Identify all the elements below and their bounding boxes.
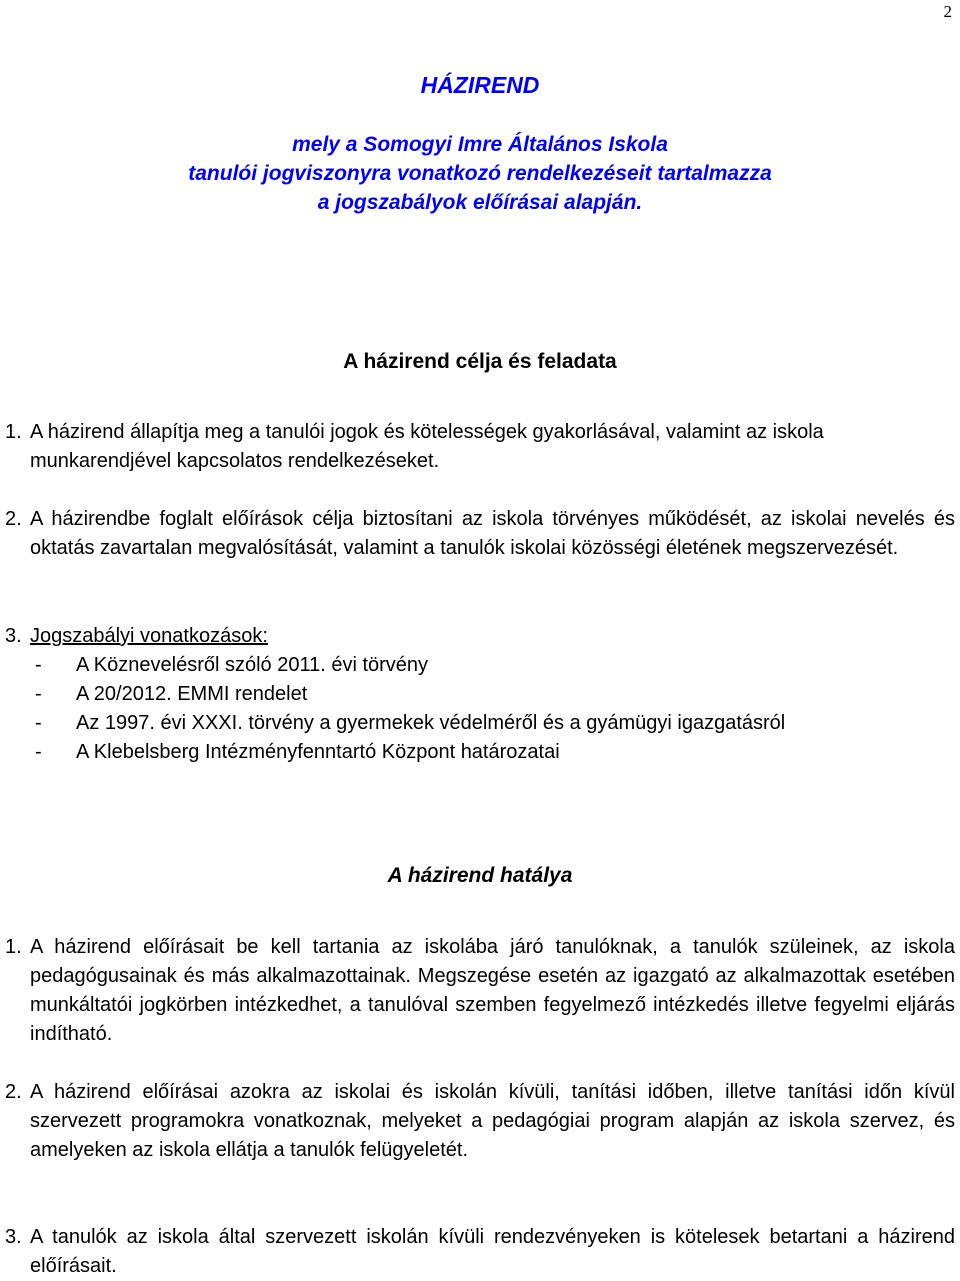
list-dash: -: [35, 654, 42, 676]
paragraph-number: 3.: [5, 1226, 22, 1248]
subtitle-line: a jogszabályok előírásai alapján.: [317, 191, 643, 214]
paragraph-text: A házirend előírásai azokra az iskolai és iskolán kívüli, tanítási időben, illetve tanítási időn kívül szervezett programokra vonatkoznak, melyeket a pedagógiai program alapján az iskola szervez, és amelyeken az iskola ellátja a tanulók felügyeletét.: [30, 1081, 955, 1161]
list-item: [30, 709, 955, 738]
document-subtitle: [0, 130, 960, 217]
paragraph-number: 2.: [5, 1081, 22, 1103]
paragraph-number: 1.: [5, 936, 22, 958]
list-item-text: A 20/2012. EMMI rendelet: [76, 683, 308, 705]
scope-paragraph-1: [5, 933, 955, 1049]
document-title: HÁZIREND: [420, 72, 540, 98]
list-item-text: A Klebelsberg Intézményfenntartó Központ határozatai: [76, 741, 560, 763]
law-list: [30, 651, 955, 767]
list-dash: -: [35, 712, 42, 734]
subtitle-line: tanulói jogviszonyra vonatkozó rendelkezéseit tartalmazza: [188, 162, 772, 185]
paragraph-number: 1.: [5, 421, 22, 443]
list-item-text: A Köznevelésről szóló 2011. évi törvény: [76, 654, 429, 676]
list-item-text: Az 1997. évi XXXI. törvény a gyermekek védelméről és a gyámügyi igazgatásról: [76, 712, 786, 734]
list-dash: -: [35, 741, 42, 763]
paragraph-text: A házirendbe foglalt előírások célja biztosítani az iskola törvényes működését, az iskolai nevelés és oktatás zavartalan megvalósítását, valamint a tanulók iskolai közösségi életének megszervezését.: [30, 508, 955, 559]
subtitle-line: mely a Somogyi Imre Általános Iskola: [292, 133, 668, 156]
purpose-paragraph-1: [5, 418, 955, 476]
section-heading-purpose: A házirend célja és feladata: [343, 350, 617, 373]
scope-paragraph-3: [5, 1223, 955, 1281]
list-item: [30, 651, 955, 680]
paragraph-number: 2.: [5, 508, 22, 530]
purpose-paragraph-2: [5, 505, 955, 563]
purpose-paragraph-3: [5, 622, 955, 651]
paragraph-text: A házirend állapítja meg a tanulói jogok és kötelességek gyakorlásával, valamint az iskola munkarendjével kapcsolatos rendelkezéseket.: [30, 421, 824, 472]
paragraph-number: 3.: [5, 625, 22, 647]
list-item: [30, 680, 955, 709]
list-item: [30, 738, 955, 767]
paragraph-text: Jogszabályi vonatkozások:: [30, 625, 268, 647]
section-heading-scope: A házirend hatálya: [387, 864, 573, 887]
scope-paragraph-2: [5, 1078, 955, 1165]
paragraph-text: A tanulók az iskola által szervezett iskolán kívüli rendezvényeken is kötelesek betartani a házirend előírásait.: [30, 1226, 955, 1277]
page-number: 2: [943, 2, 952, 21]
list-dash: -: [35, 683, 42, 705]
paragraph-text: A házirend előírásait be kell tartania az iskolába járó tanulóknak, a tanulók szüleinek, az iskola pedagógusainak és más alkalmazottainak. Megszegése esetén az igazgató az alkalmazottak esetében munkáltatói jogkörben intézkedhet, a tanulóval szemben fegyelmező intézkedés illetve fegyelmi eljárás indítható.: [30, 936, 955, 1045]
